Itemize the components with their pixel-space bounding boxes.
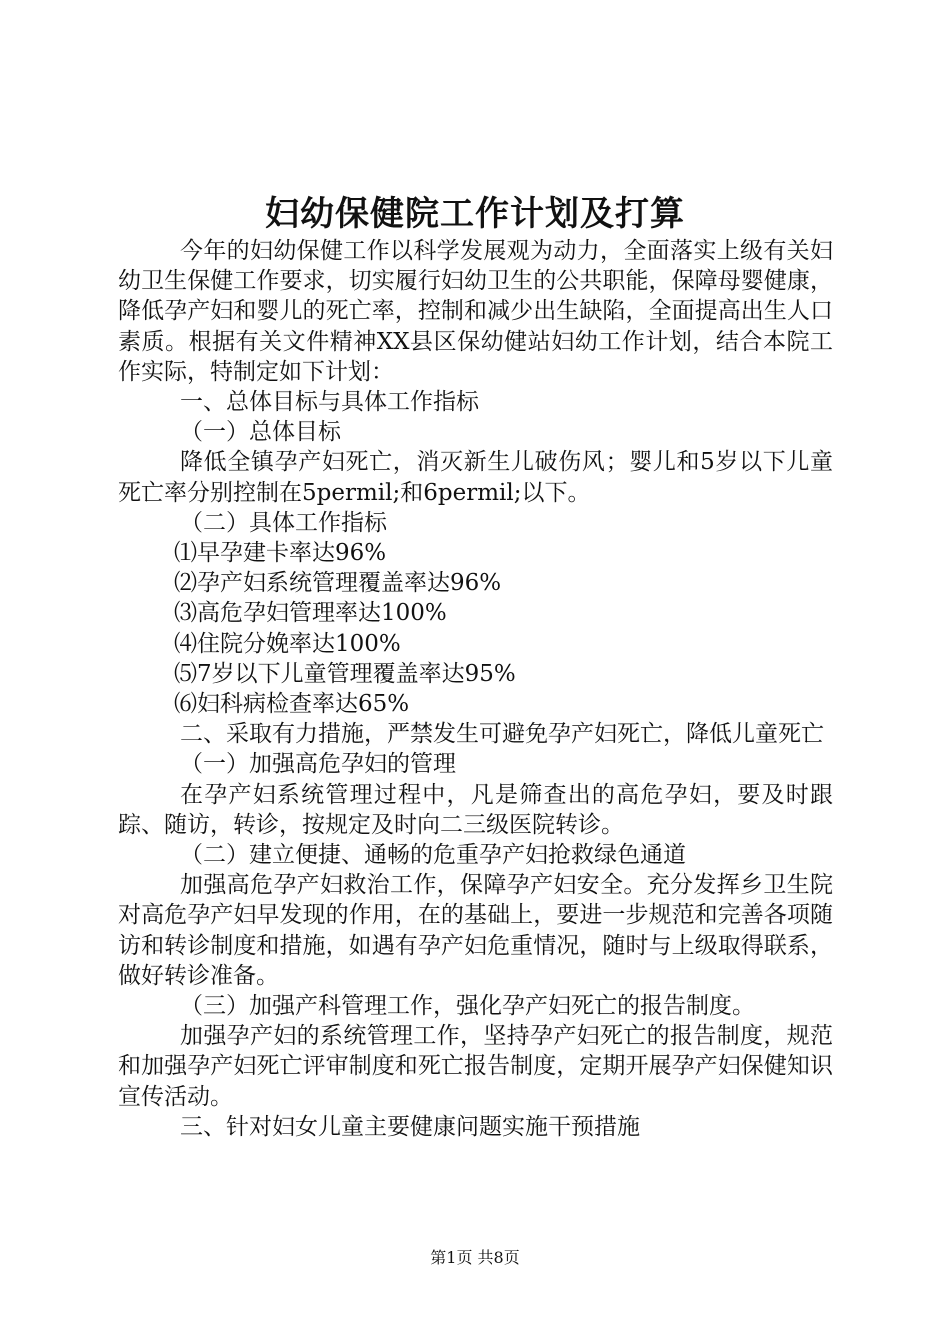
section-heading-3: 三、针对妇女儿童主要健康问题实施干预措施 xyxy=(180,1113,640,1140)
list-item: ⑵孕产妇系统管理覆盖率达96% xyxy=(174,570,502,597)
body-paragraph: 加强高危孕产妇救治工作，保障孕产妇安全。充分发挥乡卫生院对高危孕产妇早发现的作用，在的基础上，要进一步规范和完善各项随访和转诊制度和措施，如遇有孕产妇危重情况，随时与上级取得联系，做好转诊准备。 xyxy=(118,872,833,989)
list-item: ⑹妇科病检查率达65% xyxy=(174,691,410,718)
list-item: ⑷住院分娩率达100% xyxy=(174,630,401,657)
section-heading-1: 一、总体目标与具体工作指标 xyxy=(180,389,479,416)
document-title: 妇幼保健院工作计划及打算 xyxy=(265,194,685,234)
list-item: ⑴早孕建卡率达96% xyxy=(174,540,387,567)
body-paragraph: 降低全镇孕产妇死亡，消灭新生儿破伤风；婴儿和5岁以下儿童死亡率分别控制在5permil;和6permil;以下。 xyxy=(118,449,833,506)
list-item: ⑶高危孕妇管理率达100% xyxy=(174,600,447,627)
subsection-heading-2-1: （一）加强高危孕妇的管理 xyxy=(180,751,456,778)
list-item: ⑸7岁以下儿童管理覆盖率达95% xyxy=(174,660,516,687)
body-paragraph: 在孕产妇系统管理过程中，凡是筛查出的高危孕妇，要及时跟踪、随访，转诊，按规定及时向二三级医院转诊。 xyxy=(118,781,833,838)
page-footer: 第1页 共8页 xyxy=(430,1248,520,1267)
document-body xyxy=(118,236,833,1142)
intro-paragraph: 今年的妇幼保健工作以科学发展观为动力，全面落实上级有关妇幼卫生保健工作要求，切实履行妇幼卫生的公共职能，保障母婴健康，降低孕产妇和婴儿的死亡率，控制和减少出生缺陷，全面提高出生人口素质。根据有关文件精神XX县区保幼健站妇幼工作计划，结合本院工作实际，特制定如下计划： xyxy=(118,238,833,385)
subsection-heading-1-2: （二）具体工作指标 xyxy=(180,509,387,536)
subsection-heading-2-3: （三）加强产科管理工作，强化孕产妇死亡的报告制度。 xyxy=(180,993,755,1020)
section-heading-2: 二、采取有力措施，严禁发生可避免孕产妇死亡，降低儿童死亡 xyxy=(180,721,824,748)
subsection-heading-1-1: （一）总体目标 xyxy=(180,419,341,446)
subsection-heading-2-2: （二）建立便捷、通畅的危重孕产妇抢救绿色通道 xyxy=(180,842,686,869)
body-paragraph: 加强孕产妇的系统管理工作，坚持孕产妇死亡的报告制度，规范和加强孕产妇死亡评审制度和死亡报告制度，定期开展孕产妇保健知识宣传活动。 xyxy=(118,1023,833,1110)
